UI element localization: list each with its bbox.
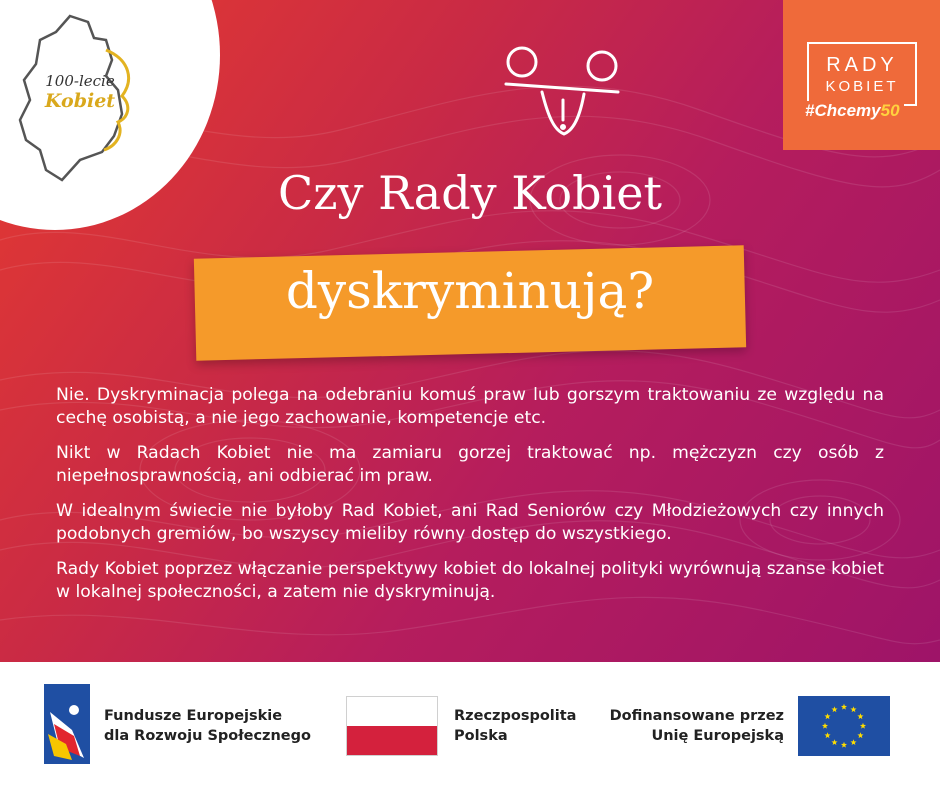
rady-kobiet-logo xyxy=(783,0,940,150)
brand-hashtag xyxy=(801,101,904,121)
european-funds-line2: dla Rozwoju Społecznego xyxy=(104,728,311,744)
paragraph-4: Rady Kobiet poprzez włączanie perspektywy kobiet do lokalnej polityki wyrównują szanse kobiet w lokalnej społeczności, a zatem nie dyskryminują. xyxy=(56,559,884,602)
brand-frame xyxy=(807,42,917,106)
brand-hashtag-text: #Chcemy xyxy=(805,101,881,120)
european-funds-icon xyxy=(44,684,90,764)
corner-logo-line1: 100-lecie xyxy=(45,72,115,90)
brand-line2: KOBIET xyxy=(825,78,899,95)
polish-flag-red xyxy=(347,726,437,755)
eu-line1: Dofinansowane przez xyxy=(609,708,784,724)
corner-logo-line2: Kobiet xyxy=(44,90,116,112)
polska-text xyxy=(454,706,604,746)
polska-line1: Rzeczpospolita xyxy=(454,708,577,724)
brand-hashtag-number: 50 xyxy=(880,101,900,120)
european-funds-text xyxy=(104,706,334,746)
brand-line1: RADY xyxy=(826,54,898,76)
polska-line2: Polska xyxy=(454,728,508,744)
balance-scale-icon xyxy=(498,40,628,140)
body-text xyxy=(56,384,884,616)
page-title: Czy Rady Kobiet xyxy=(278,166,662,220)
paragraph-1: Nie. Dyskryminacja polega na odebraniu komuś praw lub gorszym traktowaniu ze względu na cechę osobistą, a nie jego zachowanie, kompetencje etc. xyxy=(56,385,884,428)
eu-line2: Unię Europejską xyxy=(651,728,784,744)
polish-flag-icon xyxy=(346,696,438,756)
highlight-text: dyskryminują? xyxy=(285,262,655,320)
paragraph-2: Nikt w Radach Kobiet nie ma zamiaru gorzej traktować np. mężczyzn czy osób z niepełnosprawnością, ani odbierać im praw. xyxy=(56,443,884,486)
eu-flag-icon xyxy=(798,696,890,756)
paragraph-3: W idealnym świecie nie byłoby Rad Kobiet, ani Rad Seniorów czy Młodzieżowych czy innych podobnych gremiów, bo wszyscy mieliby równy dostęp do wszystkiego. xyxy=(56,501,884,544)
polish-flag-white xyxy=(347,697,437,726)
european-funds-line1: Fundusze Europejskie xyxy=(104,708,283,724)
footer-logos xyxy=(0,662,940,788)
eu-funding-text xyxy=(604,706,784,746)
